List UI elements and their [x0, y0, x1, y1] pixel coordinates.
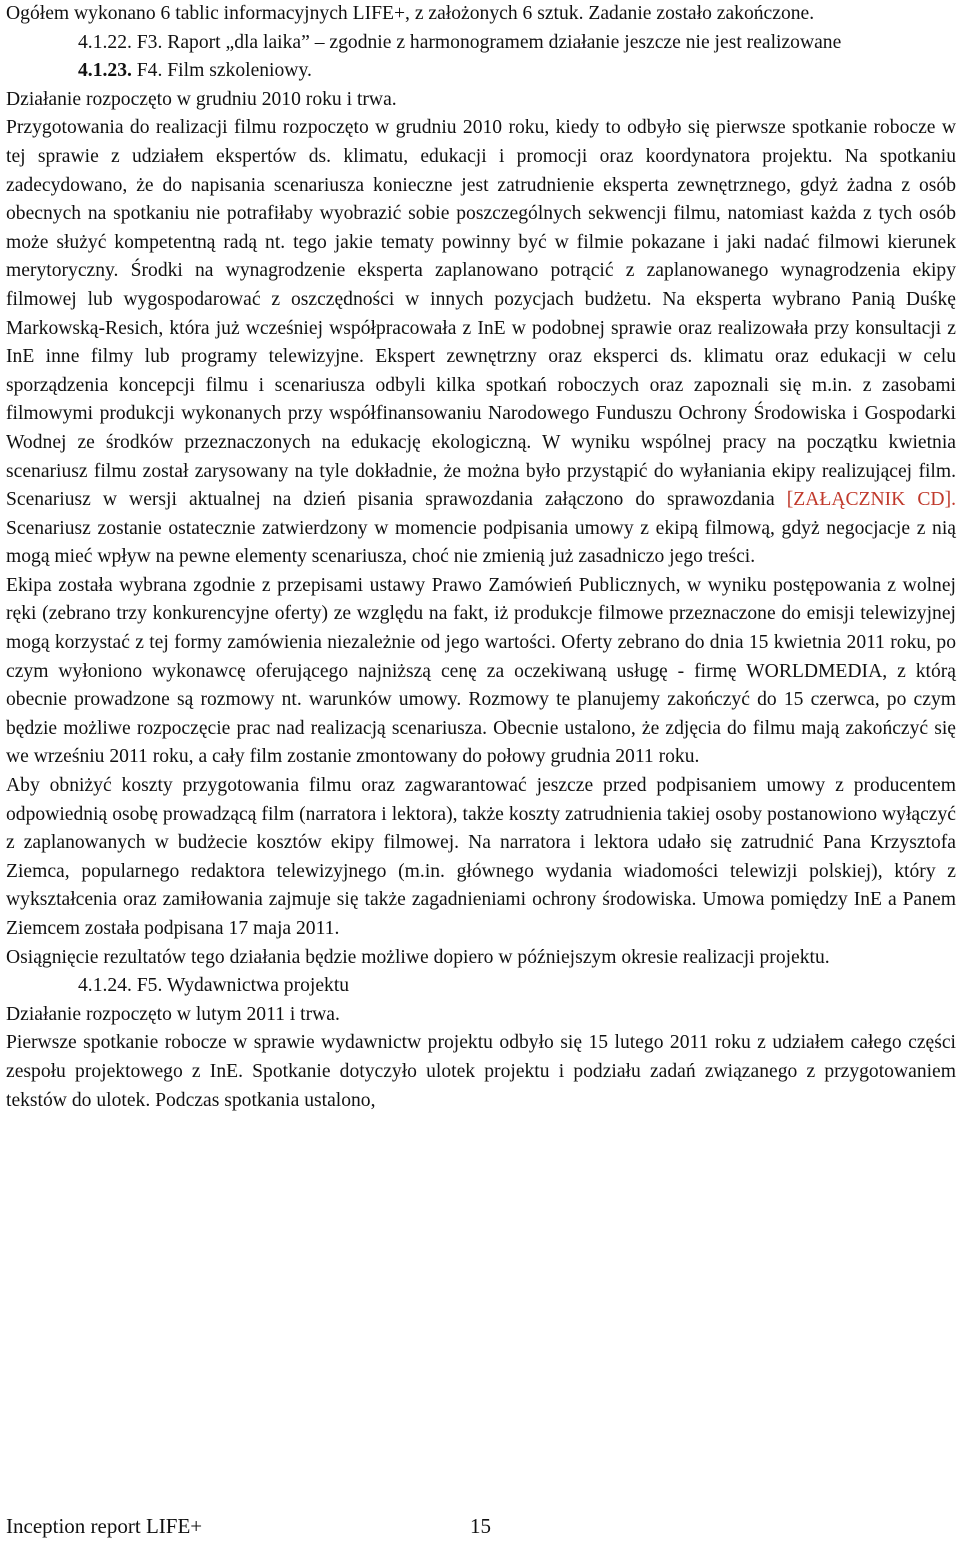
attachment-reference: [ZAŁĄCZNIK CD]. [786, 489, 956, 511]
paragraph-publications-meeting: Pierwsze spotkanie robocze w sprawie wydawnictw projektu odbyło się 15 lutego 2011 roku z udziałem całego części zespołu projektowego z InE. Spotkanie dotyczyło ulotek projektu i podziału zadań związanego z przygotowaniem tekstów do ulotek. Podczas spotkania ustalono, [6, 1032, 956, 1111]
footer-page-number: 15 [470, 1514, 491, 1538]
film-preparation-text-b: Scenariusz zostanie ostatecznie zatwierdzony w momencie podpisania umowy z ekipą filmową, gdyż negocjacje z nią mogą mieć wpływ na pewne elementy scenariusza, choć nie zmienią już zasadniczo jego treści. [6, 517, 956, 568]
section-heading-4-1-22 [6, 29, 956, 58]
heading-4-1-24-title: Wydawnictwa projektu [162, 975, 350, 997]
heading-4-1-23-number: 4.1.23. [78, 60, 132, 82]
paragraph-film-preparation [6, 114, 956, 572]
paragraph-film-costs: Aby obniżyć koszty przygotowania filmu oraz zagwarantować jeszcze przed podpisaniem umowy z producentem odpowiednią osobę prowadzącą film (narratora i lektora), także koszty zatrudnienia takiej osoby postanowiono wyłączyć z zaplanowanych w budżecie kosztów ekipy filmowej. Na narratora i lektora udało się zatrudnić Pana Krzysztofa Ziemca, popularnego redaktora telewizyjnego (m.in. głównego wydania wiadomości telewizji polskiej), który z wykształcenia oraz zamiłowania zajmuje się także zagadnieniami ochrony środowiska. Umowa pomiędzy InE a Panem Ziemcem została podpisana 17 maja 2011. [6, 775, 956, 939]
footer-document-title: Inception report LIFE+ [6, 1514, 203, 1538]
section-heading-4-1-24 [6, 972, 956, 1001]
paragraph-tablice: Ogółem wykonano 6 tablic informacyjnych LIFE+, z założonych 6 sztuk. Zadanie zostało zakończone. [6, 3, 815, 24]
heading-4-1-23-title: F4. Film szkoleniowy. [131, 60, 312, 82]
paragraph-film-results: Osiągnięcie rezultatów tego działania będzie możliwe dopiero w późniejszym okresie realizacji projektu. [6, 946, 830, 968]
document-page [6, 0, 956, 1115]
paragraph-film-start: Działanie rozpoczęto w grudniu 2010 roku i trwa. [6, 88, 397, 110]
paragraph-publications-start: Działanie rozpoczęto w lutym 2011 i trwa. [6, 1003, 340, 1025]
paragraph-film-crew: Ekipa została wybrana zgodnie z przepisami ustawy Prawo Zamówień Publicznych, w wyniku postępowania z wolnej ręki (zebrano trzy konkurencyjne oferty) ze względu na fakt, iż produkcje filmowe przeznaczone do emisji telewizyjnej mogą korzystać z tej formy zamówienia niezależnie od jego wartości. Oferty zebrano do dnia 15 kwietnia 2011 roku, po czym wyłoniono wykonawcę oferującego najniższą cenę za oczekiwaną usługę - firmę WORLDMEDIA, z którą obecnie prowadzone są rozmowy nt. warunków umowy. Rozmowy te planujemy zakończyć do 15 czerwca, po czym będzie możliwe rozpoczęcie prac nad realizacją scenariusza. Obecnie ustalono, że zdjęcia do filmu mają zakończyć się we wrześniu 2011 roku, a cały film zostanie zmontowany do połowy grudnia 2011 roku. [6, 574, 956, 768]
film-preparation-text-a: Przygotowania do realizacji filmu rozpoczęto w grudniu 2010 roku, kiedy to odbyło się pierwsze spotkanie robocze w tej sprawie z udziałem ekspertów ds. klimatu, edukacji i promocji oraz koordynatora projektu. Na spotkaniu zadecydowano, że do napisania scenariusza konieczne jest zatrudnienie eksperta zewnętrznego, gdyż żadna z osób obecnych na spotkaniu nie potrafiłaby wyobrazić sobie poszczególnych sekwencji filmu, natomiast każda z tych osób może służyć kompetentną radą nt. tego jakie tematy powinny być w filmie pokazane i jaki nadać filmowi kierunek merytoryczny. Środki na wynagrodzenie eksperta zaplanowano potrącić z zaplanowanego wynagrodzenia ekipy filmowej lub wygospodarować z oszczędności w innych pozycjach budżetu. Na eksperta wybrano Panią Duśkę Markowską-Resich, która już wcześniej współpracowała z InE w podobnej sprawie oraz realizowała przy konsultacji z InE inne filmy lub programy telewizyjne. Ekspert zewnętrzny oraz eksperci ds. klimatu oraz edukacji w celu sporządzenia koncepcji filmu i scenariusza odbyli kilka spotkań roboczych oraz zapoznali się m.in. z zasobami filmowymi produkcji wykonanych przy współfinansowaniu Narodowego Funduszu Ochrony Środowiska i Gospodarki Wodnej ze środków przeznaczonych na edukację ekologiczną. W wyniku wspólnej pracy na początku kwietnia scenariusz filmu został zarysowany na tyle dokładnie, że można było przystąpić do wyłaniania ekipy realizującej film. Scenariusz w wersji aktualnej na dzień pisania sprawozdania załączono do sprawozdania [6, 117, 956, 511]
heading-4-1-22-text: 4.1.22. F3. Raport „dla laika” – zgodnie z harmonogramem działanie jeszcze nie jest realizowane [78, 31, 842, 53]
section-heading-4-1-23 [6, 57, 956, 86]
heading-4-1-24-number: 4.1.24. F5. [78, 975, 163, 997]
